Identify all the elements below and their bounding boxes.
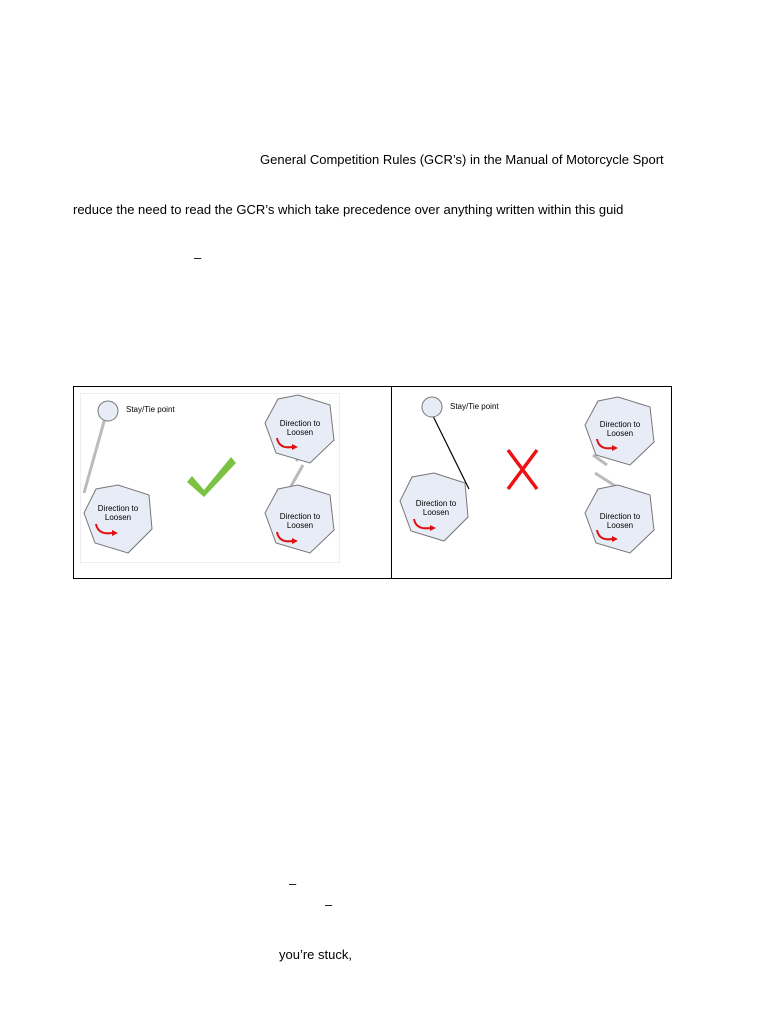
nut-label-line2: Loosen: [286, 521, 314, 530]
nut-label-line1: Direction to: [415, 499, 457, 508]
correct-wiring-diagram: [80, 393, 340, 563]
nut-label-line1: Direction to: [97, 504, 139, 513]
nut-label-line1: Direction to: [599, 420, 641, 429]
text-dash-3: –: [325, 897, 333, 912]
nut-label-line1: Direction to: [279, 419, 321, 428]
nut-label-line2: Loosen: [286, 428, 314, 437]
incorrect-wiring-diagram: [396, 393, 656, 568]
tie-point-circle: [98, 401, 118, 421]
nut-label-line2: Loosen: [606, 521, 634, 530]
nut-label-line1: Direction to: [279, 512, 321, 521]
tie-point-label: Stay/Tie point: [450, 402, 499, 411]
text-dash-1: –: [194, 250, 202, 265]
wire-lock-figure: [73, 386, 672, 579]
correct-wiring-panel: [80, 393, 340, 568]
text-line-gcr-manual: General Competition Rules (GCR’s) in the Manual of Motorcycle Sport: [260, 152, 664, 167]
nut-label-line2: Loosen: [104, 513, 132, 522]
tie-point-circle: [422, 397, 442, 417]
text-line-stuck: you’re stuck,: [279, 947, 352, 962]
incorrect-wiring-panel: [396, 393, 656, 573]
nut-label-line2: Loosen: [606, 429, 634, 438]
tie-point-label: Stay/Tie point: [126, 405, 175, 414]
text-dash-2: –: [289, 876, 297, 891]
figure-divider: [391, 387, 392, 578]
nut-label-line2: Loosen: [422, 508, 450, 517]
nut-label-line1: Direction to: [599, 512, 641, 521]
text-line-reduce-need: reduce the need to read the GCR’s which take precedence over anything written within this guid: [73, 202, 624, 217]
